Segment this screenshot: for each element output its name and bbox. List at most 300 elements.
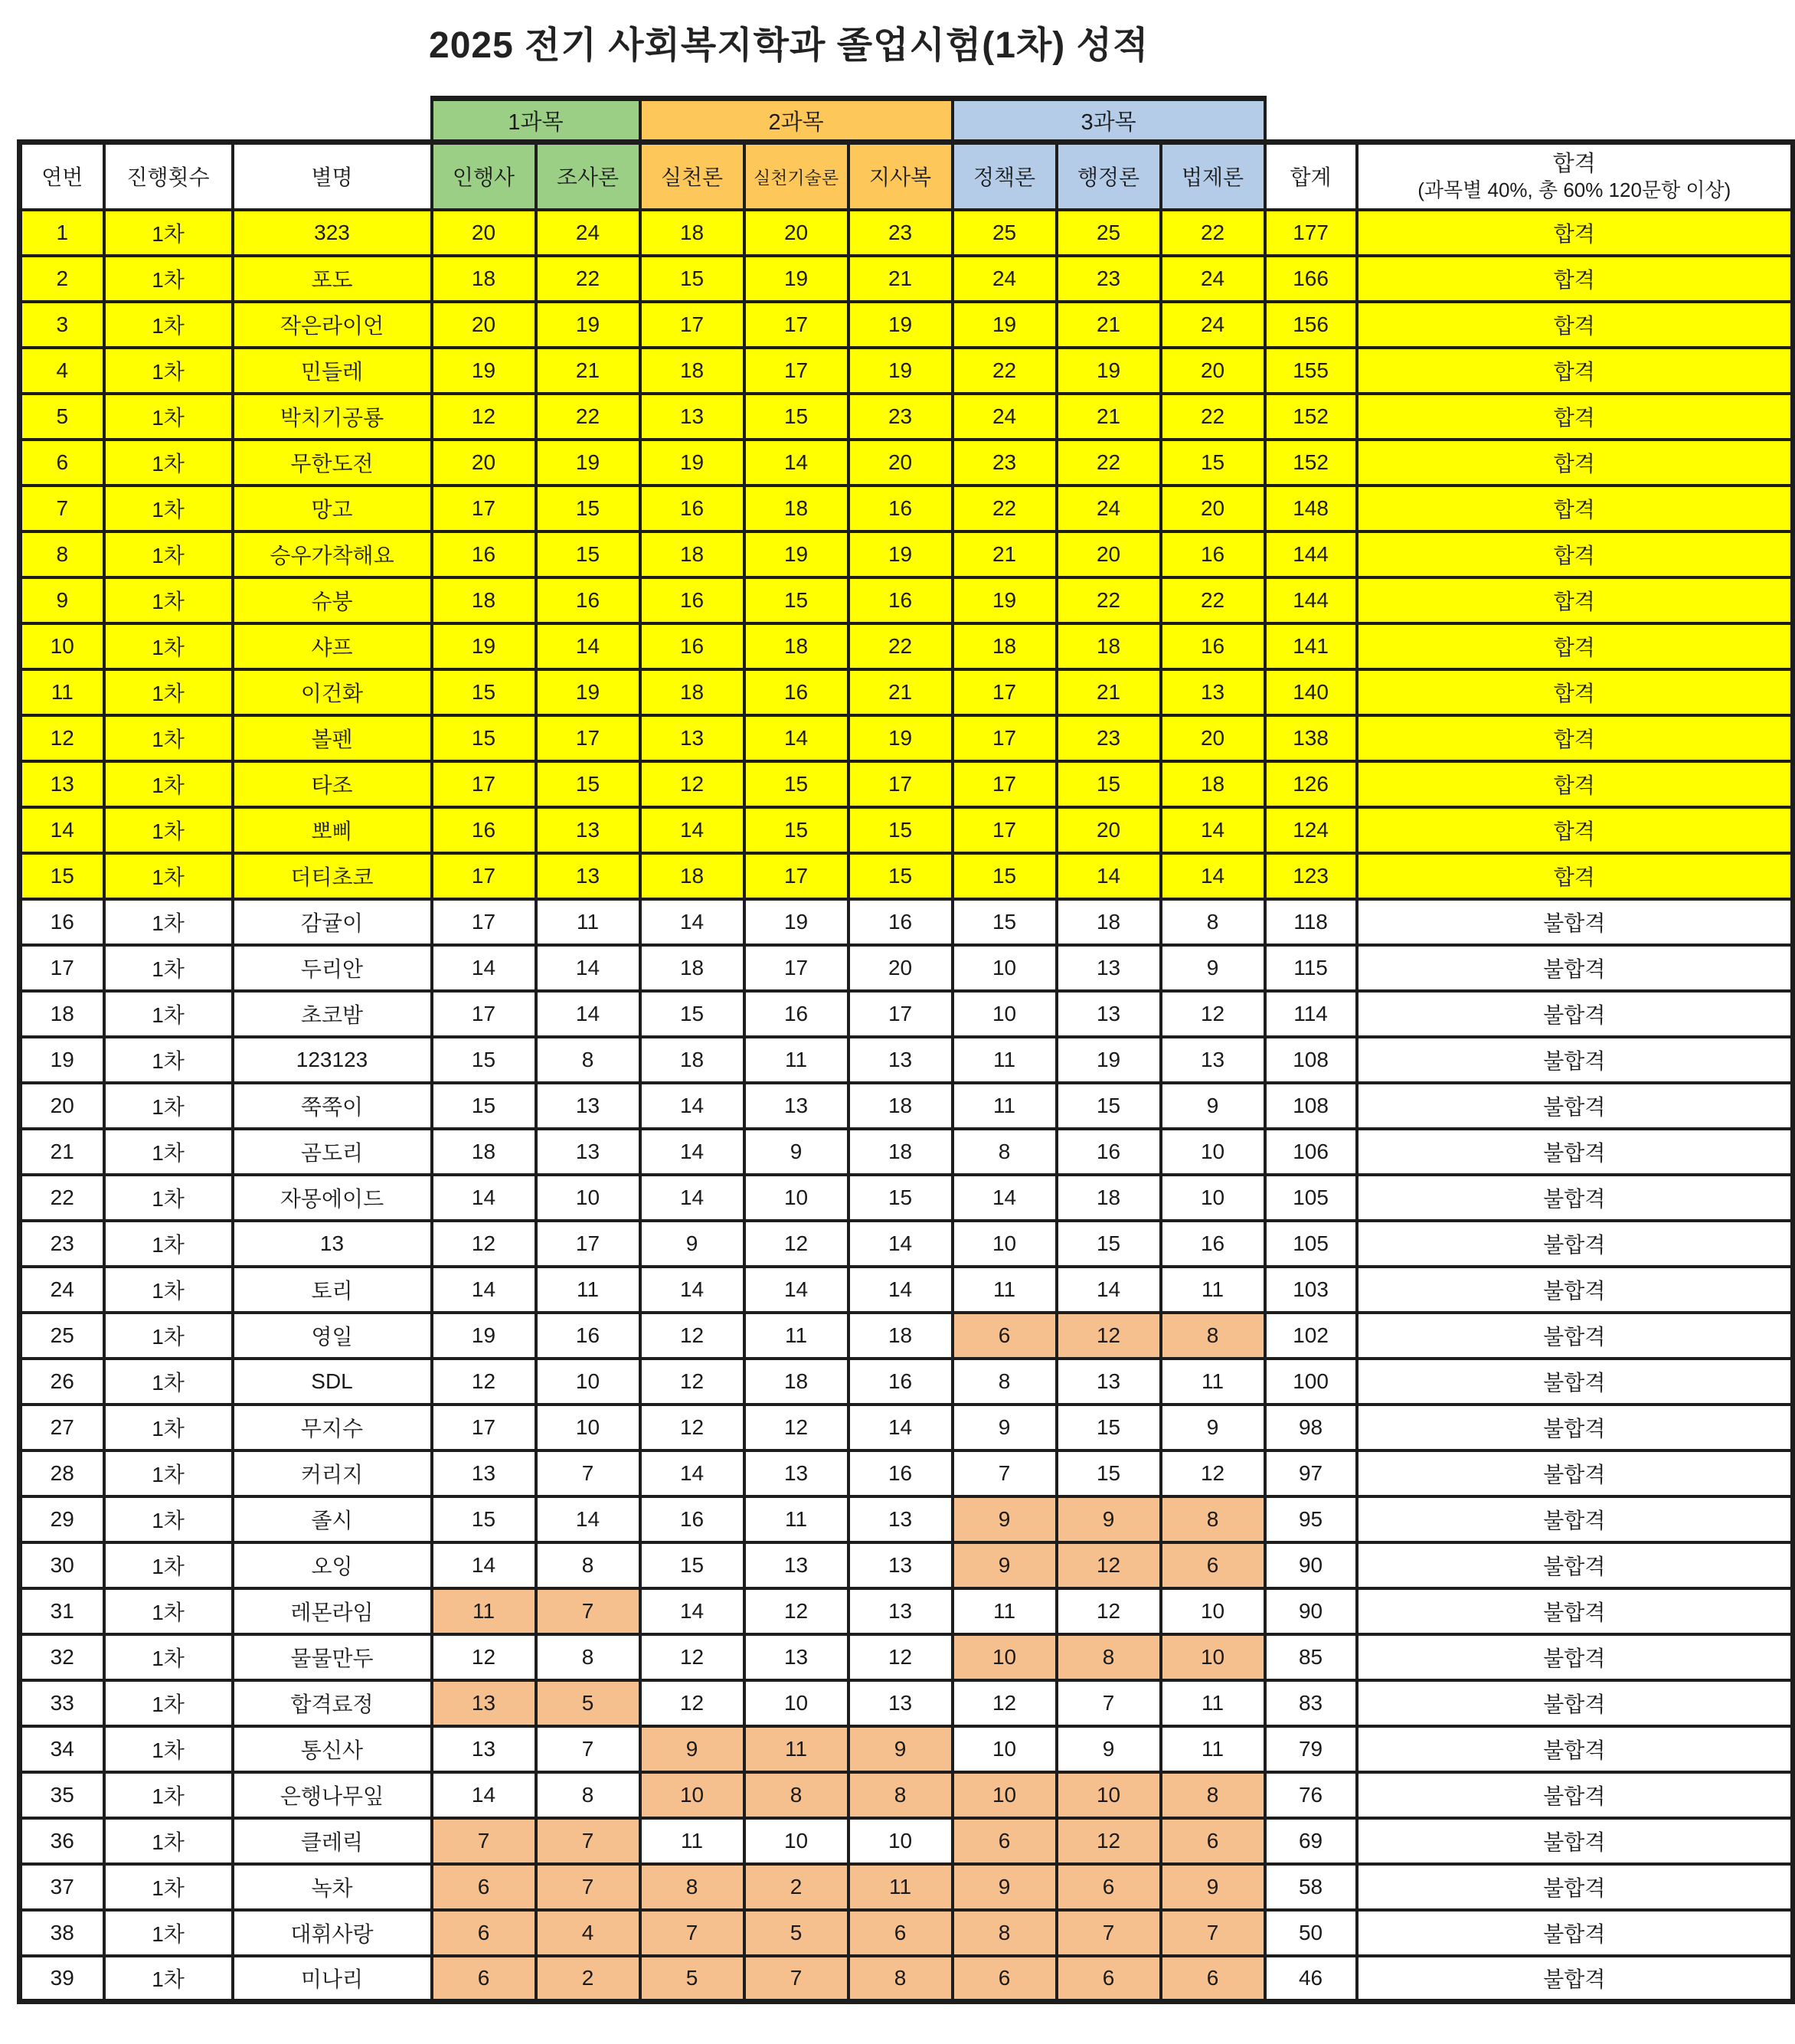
score-cell: 14 <box>640 807 744 853</box>
nickname-cell: 무지수 <box>233 1405 432 1450</box>
score-cell: 22 <box>953 486 1057 531</box>
score-cell: 17 <box>536 1221 640 1267</box>
score-cell: 7 <box>953 1450 1057 1496</box>
nickname-cell: 민들레 <box>233 348 432 394</box>
result-cell: 불합격 <box>1357 899 1793 945</box>
score-cell: 15 <box>1057 761 1161 807</box>
table-row <box>20 1267 1793 1313</box>
table-row <box>20 945 1793 991</box>
row-number-cell: 27 <box>20 1405 104 1450</box>
score-cell: 9 <box>1161 1405 1265 1450</box>
row-number-cell: 5 <box>20 394 104 440</box>
score-cell: 14 <box>744 1267 848 1313</box>
total-cell: 97 <box>1265 1450 1357 1496</box>
score-cell: 8 <box>536 1634 640 1680</box>
attempt-cell: 1차 <box>104 577 233 623</box>
score-cell: 13 <box>1057 1359 1161 1405</box>
score-cell: 11 <box>744 1726 848 1772</box>
attempt-cell: 1차 <box>104 440 233 486</box>
attempt-cell: 1차 <box>104 1129 233 1175</box>
table-row <box>20 1359 1793 1405</box>
result-cell: 합격 <box>1357 623 1793 669</box>
score-cell: 12 <box>640 1313 744 1359</box>
score-cell: 22 <box>536 256 640 302</box>
row-number-cell: 4 <box>20 348 104 394</box>
score-cell: 14 <box>1161 807 1265 853</box>
score-cell: 12 <box>432 1221 536 1267</box>
score-cell: 24 <box>953 256 1057 302</box>
total-cell: 152 <box>1265 440 1357 486</box>
table-row <box>20 1910 1793 1956</box>
result-cell: 합격 <box>1357 302 1793 348</box>
score-cell: 25 <box>1057 210 1161 256</box>
result-cell: 불합격 <box>1357 1221 1793 1267</box>
total-cell: 108 <box>1265 1037 1357 1083</box>
column-header-total: 합계 <box>1265 142 1357 210</box>
table-row <box>20 1680 1793 1726</box>
score-cell: 19 <box>744 256 848 302</box>
score-cell: 10 <box>1057 1772 1161 1818</box>
column-header-subject: 지사복 <box>848 142 953 210</box>
score-cell: 23 <box>1057 256 1161 302</box>
score-cell: 11 <box>953 1267 1057 1313</box>
column-header-subject: 실천기술론 <box>744 142 848 210</box>
score-cell: 15 <box>1057 1450 1161 1496</box>
score-cell: 10 <box>640 1772 744 1818</box>
score-cell: 15 <box>432 1083 536 1129</box>
score-cell: 8 <box>744 1772 848 1818</box>
row-number-cell: 25 <box>20 1313 104 1359</box>
score-cell: 14 <box>640 1267 744 1313</box>
score-cell: 24 <box>536 210 640 256</box>
score-cell: 19 <box>953 577 1057 623</box>
score-cell: 14 <box>640 1450 744 1496</box>
score-cell: 15 <box>536 761 640 807</box>
score-cell: 7 <box>1161 1910 1265 1956</box>
column-header-nickname: 별명 <box>233 142 432 210</box>
total-cell: 126 <box>1265 761 1357 807</box>
total-cell: 144 <box>1265 531 1357 577</box>
result-cell: 불합격 <box>1357 1037 1793 1083</box>
row-number-cell: 34 <box>20 1726 104 1772</box>
score-cell: 16 <box>1161 623 1265 669</box>
row-number-cell: 37 <box>20 1864 104 1910</box>
attempt-cell: 1차 <box>104 1405 233 1450</box>
score-cell: 16 <box>744 669 848 715</box>
nickname-cell: 무한도전 <box>233 440 432 486</box>
row-number-cell: 1 <box>20 210 104 256</box>
nickname-cell: 통신사 <box>233 1726 432 1772</box>
total-cell: 79 <box>1265 1726 1357 1772</box>
row-number-cell: 19 <box>20 1037 104 1083</box>
result-cell: 불합격 <box>1357 1542 1793 1588</box>
score-cell: 7 <box>536 1726 640 1772</box>
score-cell: 18 <box>848 1129 953 1175</box>
score-cell: 12 <box>744 1221 848 1267</box>
nickname-cell: 커리지 <box>233 1450 432 1496</box>
row-number-cell: 10 <box>20 623 104 669</box>
group-header-subject2: 2과목 <box>640 99 953 142</box>
result-cell: 합격 <box>1357 394 1793 440</box>
score-cell: 11 <box>953 1037 1057 1083</box>
score-cell: 9 <box>640 1221 744 1267</box>
score-cell: 10 <box>953 1634 1057 1680</box>
table-row <box>20 302 1793 348</box>
attempt-cell: 1차 <box>104 1175 233 1221</box>
score-cell: 13 <box>744 1450 848 1496</box>
row-number-cell: 16 <box>20 899 104 945</box>
score-cell: 18 <box>640 945 744 991</box>
score-cell: 15 <box>536 531 640 577</box>
total-cell: 156 <box>1265 302 1357 348</box>
score-cell: 13 <box>848 1037 953 1083</box>
score-cell: 23 <box>953 440 1057 486</box>
score-cell: 7 <box>640 1910 744 1956</box>
result-cell: 불합격 <box>1357 1496 1793 1542</box>
attempt-cell: 1차 <box>104 623 233 669</box>
score-cell: 14 <box>640 1083 744 1129</box>
nickname-cell: 클레릭 <box>233 1818 432 1864</box>
table-row <box>20 1496 1793 1542</box>
total-cell: 85 <box>1265 1634 1357 1680</box>
score-cell: 22 <box>953 348 1057 394</box>
score-cell: 19 <box>848 531 953 577</box>
total-cell: 69 <box>1265 1818 1357 1864</box>
score-cell: 22 <box>848 623 953 669</box>
total-cell: 106 <box>1265 1129 1357 1175</box>
score-cell: 19 <box>432 1313 536 1359</box>
score-cell: 15 <box>1161 440 1265 486</box>
row-number-cell: 11 <box>20 669 104 715</box>
score-cell: 19 <box>536 440 640 486</box>
score-cell: 17 <box>432 486 536 531</box>
score-cell: 12 <box>953 1680 1057 1726</box>
result-cell: 불합격 <box>1357 945 1793 991</box>
nickname-cell: 오잉 <box>233 1542 432 1588</box>
score-cell: 19 <box>848 302 953 348</box>
score-cell: 14 <box>536 1496 640 1542</box>
total-cell: 90 <box>1265 1542 1357 1588</box>
score-cell: 15 <box>1057 1405 1161 1450</box>
score-cell: 19 <box>848 715 953 761</box>
score-cell: 6 <box>953 1956 1057 2002</box>
result-cell: 합격 <box>1357 807 1793 853</box>
attempt-cell: 1차 <box>104 1037 233 1083</box>
score-cell: 7 <box>744 1956 848 2002</box>
score-cell: 9 <box>953 1496 1057 1542</box>
score-cell: 23 <box>1057 715 1161 761</box>
score-cell: 11 <box>744 1496 848 1542</box>
attempt-cell: 1차 <box>104 669 233 715</box>
row-number-cell: 21 <box>20 1129 104 1175</box>
total-cell: 46 <box>1265 1956 1357 2002</box>
table-row <box>20 1129 1793 1175</box>
score-cell: 12 <box>640 1359 744 1405</box>
score-cell: 15 <box>432 1496 536 1542</box>
score-cell: 24 <box>953 394 1057 440</box>
score-cell: 20 <box>1057 531 1161 577</box>
score-cell: 10 <box>1161 1175 1265 1221</box>
score-cell: 15 <box>953 899 1057 945</box>
group-spacer-right <box>1265 99 1793 142</box>
column-header-subject: 법제론 <box>1161 142 1265 210</box>
table-row <box>20 1956 1793 2002</box>
score-cell: 7 <box>1057 1910 1161 1956</box>
attempt-cell: 1차 <box>104 1680 233 1726</box>
result-cell: 불합격 <box>1357 1680 1793 1726</box>
score-cell: 13 <box>744 1083 848 1129</box>
table-row <box>20 761 1793 807</box>
table-row <box>20 1588 1793 1634</box>
score-cell: 14 <box>432 945 536 991</box>
row-number-cell: 7 <box>20 486 104 531</box>
table-row <box>20 1864 1793 1910</box>
nickname-cell: 망고 <box>233 486 432 531</box>
score-cell: 10 <box>1161 1129 1265 1175</box>
table-row <box>20 348 1793 394</box>
score-cell: 6 <box>1057 1956 1161 2002</box>
total-cell: 155 <box>1265 348 1357 394</box>
score-cell: 7 <box>536 1450 640 1496</box>
score-cell: 20 <box>744 210 848 256</box>
column-header-subject: 실천론 <box>640 142 744 210</box>
score-cell: 20 <box>848 945 953 991</box>
score-cell: 17 <box>953 669 1057 715</box>
score-cell: 24 <box>1161 256 1265 302</box>
score-cell: 17 <box>744 853 848 899</box>
score-cell: 13 <box>1057 945 1161 991</box>
score-cell: 12 <box>744 1405 848 1450</box>
score-cell: 15 <box>848 1175 953 1221</box>
attempt-cell: 1차 <box>104 1496 233 1542</box>
column-header-subject: 인행사 <box>432 142 536 210</box>
score-cell: 13 <box>536 853 640 899</box>
column-header-row <box>20 142 1793 210</box>
result-cell: 합격 <box>1357 348 1793 394</box>
result-cell: 불합격 <box>1357 1634 1793 1680</box>
nickname-cell: 토리 <box>233 1267 432 1313</box>
result-cell: 불합격 <box>1357 1083 1793 1129</box>
column-header-subject: 정책론 <box>953 142 1057 210</box>
result-cell: 불합격 <box>1357 1864 1793 1910</box>
score-cell: 7 <box>536 1588 640 1634</box>
score-cell: 10 <box>1161 1588 1265 1634</box>
score-cell: 13 <box>432 1726 536 1772</box>
row-number-cell: 38 <box>20 1910 104 1956</box>
result-cell: 불합격 <box>1357 1405 1793 1450</box>
score-cell: 13 <box>1057 991 1161 1037</box>
score-cell: 6 <box>432 1910 536 1956</box>
row-number-cell: 36 <box>20 1818 104 1864</box>
table-row <box>20 899 1793 945</box>
score-cell: 20 <box>1161 348 1265 394</box>
attempt-cell: 1차 <box>104 256 233 302</box>
score-cell: 10 <box>744 1680 848 1726</box>
total-cell: 152 <box>1265 394 1357 440</box>
score-cell: 13 <box>1161 1037 1265 1083</box>
score-cell: 8 <box>536 1772 640 1818</box>
column-header-subject: 조사론 <box>536 142 640 210</box>
row-number-cell: 33 <box>20 1680 104 1726</box>
score-cell: 16 <box>848 1450 953 1496</box>
score-cell: 8 <box>953 1910 1057 1956</box>
table-row <box>20 1037 1793 1083</box>
nickname-cell: 졸시 <box>233 1496 432 1542</box>
score-cell: 18 <box>1057 1175 1161 1221</box>
score-cell: 19 <box>953 302 1057 348</box>
total-cell: 98 <box>1265 1405 1357 1450</box>
score-cell: 14 <box>432 1542 536 1588</box>
grades-table <box>17 96 1795 2004</box>
score-cell: 7 <box>536 1864 640 1910</box>
score-cell: 16 <box>848 1359 953 1405</box>
score-cell: 19 <box>432 623 536 669</box>
table-row <box>20 807 1793 853</box>
total-cell: 103 <box>1265 1267 1357 1313</box>
score-cell: 7 <box>432 1818 536 1864</box>
score-cell: 6 <box>432 1864 536 1910</box>
score-cell: 5 <box>536 1680 640 1726</box>
table-row <box>20 256 1793 302</box>
score-cell: 20 <box>432 440 536 486</box>
score-cell: 14 <box>744 715 848 761</box>
row-number-cell: 14 <box>20 807 104 853</box>
score-cell: 12 <box>640 1405 744 1450</box>
score-cell: 12 <box>1057 1588 1161 1634</box>
nickname-cell: 승우가착해요 <box>233 531 432 577</box>
attempt-cell: 1차 <box>104 991 233 1037</box>
score-cell: 12 <box>640 1634 744 1680</box>
total-cell: 76 <box>1265 1772 1357 1818</box>
score-cell: 14 <box>1161 853 1265 899</box>
total-cell: 124 <box>1265 807 1357 853</box>
score-cell: 14 <box>640 899 744 945</box>
row-number-cell: 3 <box>20 302 104 348</box>
attempt-cell: 1차 <box>104 1956 233 2002</box>
score-cell: 13 <box>848 1496 953 1542</box>
score-cell: 18 <box>744 623 848 669</box>
score-cell: 12 <box>1057 1818 1161 1864</box>
nickname-cell: 포도 <box>233 256 432 302</box>
attempt-cell: 1차 <box>104 1772 233 1818</box>
result-cell: 불합격 <box>1357 1588 1793 1634</box>
score-cell: 9 <box>953 1542 1057 1588</box>
total-cell: 105 <box>1265 1175 1357 1221</box>
nickname-cell: 영일 <box>233 1313 432 1359</box>
table-row <box>20 577 1793 623</box>
row-number-cell: 26 <box>20 1359 104 1405</box>
score-cell: 21 <box>1057 669 1161 715</box>
score-cell: 17 <box>953 807 1057 853</box>
score-cell: 15 <box>744 577 848 623</box>
score-cell: 16 <box>1161 531 1265 577</box>
score-cell: 14 <box>848 1267 953 1313</box>
score-cell: 14 <box>432 1175 536 1221</box>
table-row <box>20 715 1793 761</box>
score-cell: 6 <box>1161 1542 1265 1588</box>
score-cell: 15 <box>432 715 536 761</box>
table-row <box>20 486 1793 531</box>
attempt-cell: 1차 <box>104 1634 233 1680</box>
score-cell: 18 <box>1057 899 1161 945</box>
score-cell: 18 <box>432 577 536 623</box>
score-cell: 6 <box>848 1910 953 1956</box>
score-cell: 15 <box>744 394 848 440</box>
column-header-no: 연번 <box>20 142 104 210</box>
attempt-cell: 1차 <box>104 348 233 394</box>
score-cell: 14 <box>848 1405 953 1450</box>
score-cell: 12 <box>640 1680 744 1726</box>
score-cell: 20 <box>432 302 536 348</box>
page-title: 2025 전기 사회복지학과 졸업시험(1차) 성적 <box>429 25 1149 66</box>
attempt-cell: 1차 <box>104 807 233 853</box>
total-cell: 118 <box>1265 899 1357 945</box>
score-cell: 19 <box>1057 348 1161 394</box>
score-cell: 21 <box>848 669 953 715</box>
score-cell: 22 <box>536 394 640 440</box>
row-number-cell: 30 <box>20 1542 104 1588</box>
score-cell: 6 <box>1057 1864 1161 1910</box>
score-cell: 16 <box>1057 1129 1161 1175</box>
score-cell: 12 <box>1057 1313 1161 1359</box>
score-cell: 15 <box>848 807 953 853</box>
score-cell: 8 <box>953 1359 1057 1405</box>
table-row <box>20 1405 1793 1450</box>
score-cell: 11 <box>953 1083 1057 1129</box>
score-cell: 12 <box>432 1359 536 1405</box>
score-cell: 17 <box>953 761 1057 807</box>
attempt-cell: 1차 <box>104 1313 233 1359</box>
score-cell: 16 <box>640 486 744 531</box>
score-cell: 16 <box>848 899 953 945</box>
score-cell: 20 <box>432 210 536 256</box>
score-cell: 9 <box>1161 1864 1265 1910</box>
total-cell: 123 <box>1265 853 1357 899</box>
score-cell: 15 <box>744 761 848 807</box>
table-row <box>20 531 1793 577</box>
attempt-cell: 1차 <box>104 302 233 348</box>
score-cell: 20 <box>848 440 953 486</box>
result-cell: 합격 <box>1357 256 1793 302</box>
total-cell: 100 <box>1265 1359 1357 1405</box>
nickname-cell: 초코밤 <box>233 991 432 1037</box>
score-cell: 10 <box>536 1359 640 1405</box>
result-cell: 합격 <box>1357 669 1793 715</box>
attempt-cell: 1차 <box>104 1864 233 1910</box>
score-cell: 14 <box>536 945 640 991</box>
result-cell: 합격 <box>1357 853 1793 899</box>
result-cell: 불합격 <box>1357 1910 1793 1956</box>
attempt-cell: 1차 <box>104 1267 233 1313</box>
score-cell: 21 <box>536 348 640 394</box>
score-cell: 18 <box>848 1313 953 1359</box>
score-cell: 11 <box>536 1267 640 1313</box>
nickname-cell: 타조 <box>233 761 432 807</box>
row-number-cell: 24 <box>20 1267 104 1313</box>
score-cell: 21 <box>1057 302 1161 348</box>
score-cell: 12 <box>1161 991 1265 1037</box>
row-number-cell: 32 <box>20 1634 104 1680</box>
score-cell: 22 <box>1161 577 1265 623</box>
score-cell: 14 <box>640 1129 744 1175</box>
nickname-cell: 샤프 <box>233 623 432 669</box>
score-cell: 13 <box>744 1542 848 1588</box>
result-cell: 불합격 <box>1357 1175 1793 1221</box>
score-cell: 22 <box>1161 394 1265 440</box>
score-cell: 12 <box>848 1634 953 1680</box>
total-cell: 148 <box>1265 486 1357 531</box>
row-number-cell: 9 <box>20 577 104 623</box>
